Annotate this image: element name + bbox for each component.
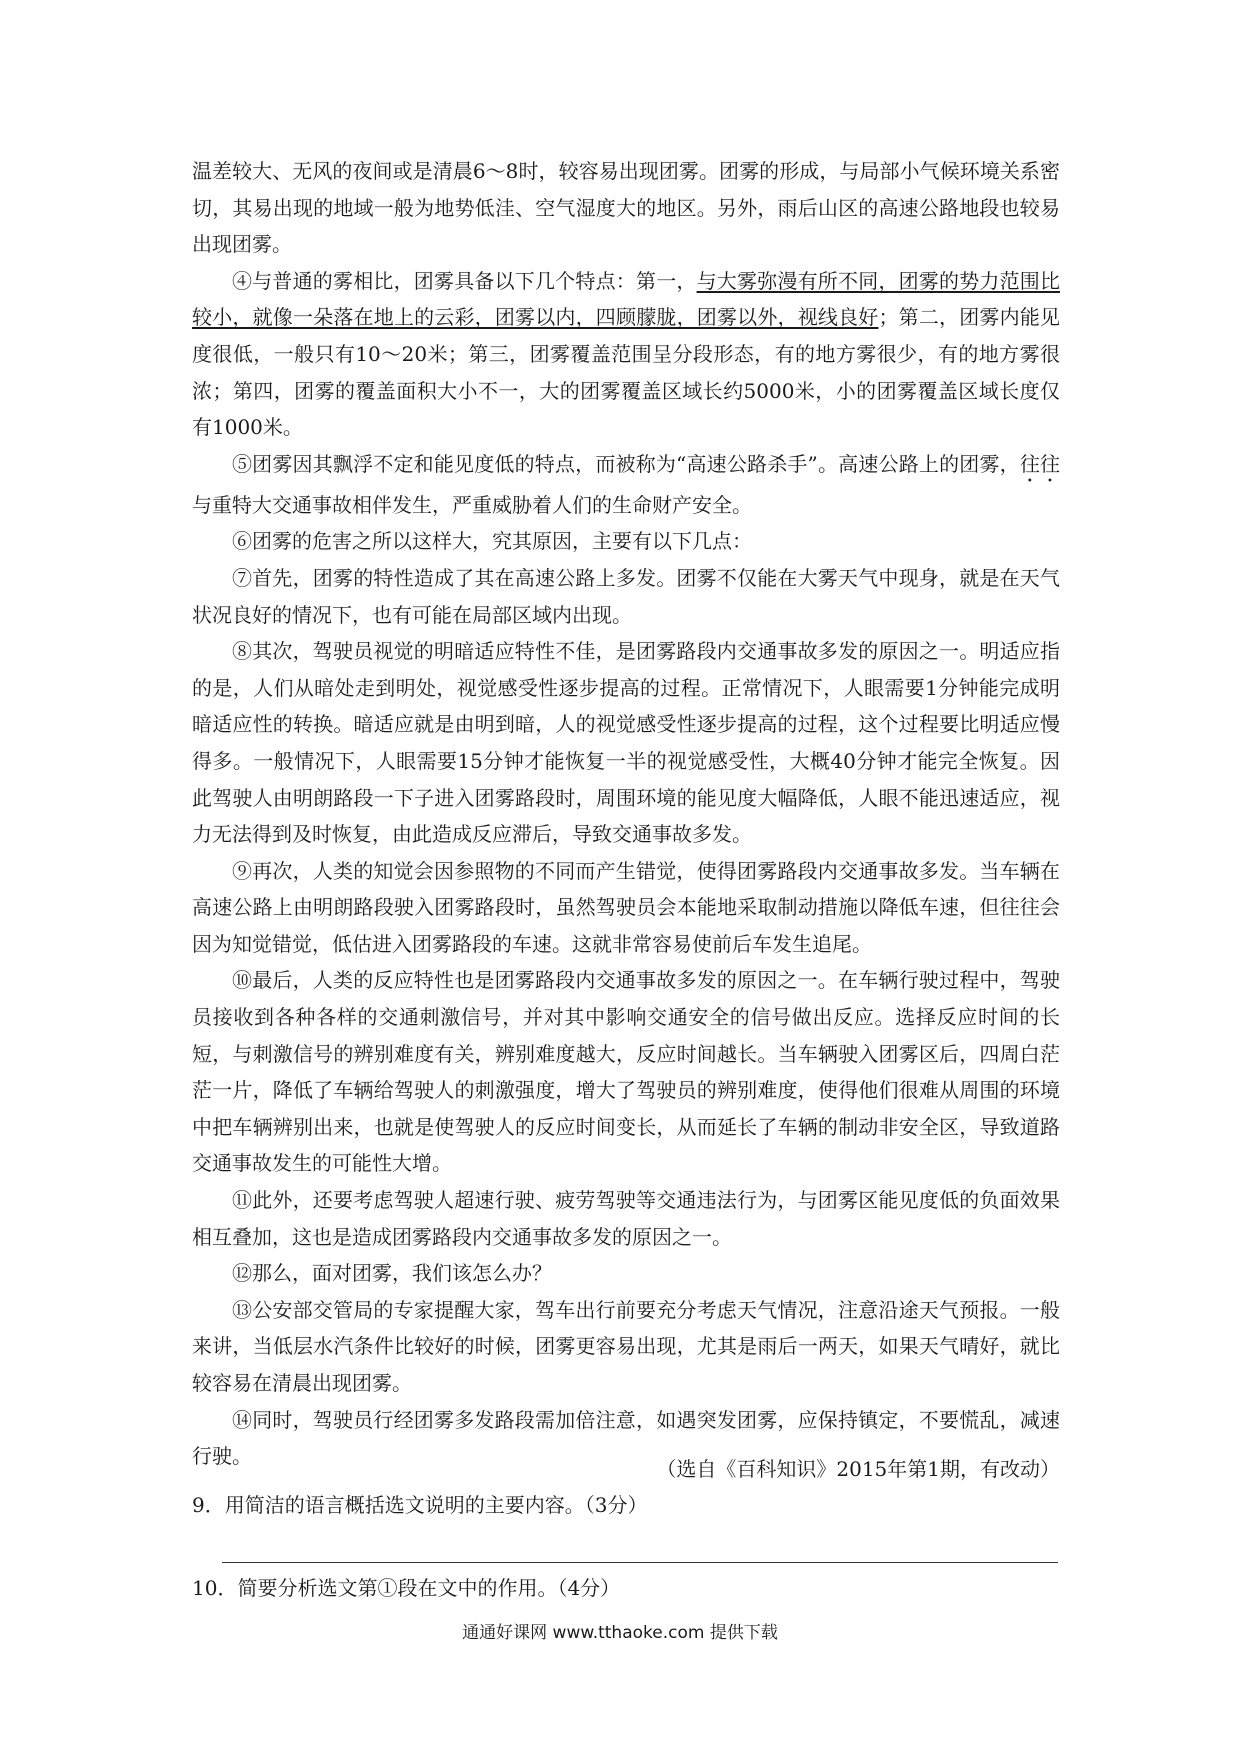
passage-paragraph-6: ⑥团雾的危害之所以这样大，究其原因，主要有以下几点： xyxy=(232,529,752,554)
source-citation: （选自《百科知识》2015年第1期，有改动） xyxy=(656,1457,1060,1481)
paragraph-4-rest: ；第二，团雾内能见度很低，一般只有10～20米；第三，团雾覆盖范围呈分段形态，有的地方雾很少，有的地方雾很浓；第四，团雾的覆盖面积大小不一，大的团雾覆盖区域长约5000米，小的团雾覆盖区域长度仅有1000米。 xyxy=(192,305,1061,440)
reading-passage xyxy=(192,153,1060,1475)
passage-paragraph-4 xyxy=(192,263,1060,446)
paragraph-4-lead: ④与普通的雾相比，团雾具备以下几个特点：第一， xyxy=(232,268,697,293)
passage-paragraph-14: ⑭同时，驾驶员行经团雾多发路段需加倍注意，如遇突发团雾，应保持镇定，不要慌乱，减速行驶。 xyxy=(192,1407,1060,1469)
paragraph-5-lead: ⑤团雾因其飘浮不定和能见度低的特点，而被称为“高速公路杀手”。高速公路上的团雾， xyxy=(232,451,1020,476)
passage-paragraph-7: ⑦首先，团雾的特性造成了其在高速公路上多发。团雾不仅能在大雾天气中现身，就是在天气状况良好的情况下，也有可能在局部区域内出现。 xyxy=(192,565,1060,627)
page-footer: 通通好课网 www.tthaoke.com 提供下载 xyxy=(462,1623,778,1643)
passage-paragraph-8: ⑧其次，驾驶员视觉的明暗适应特性不佳，是团雾路段内交通事故多发的原因之一。明适应指的是，人们从暗处走到明处，视觉感受性逐步提高的过程。正常情况下，人眼需要1分钟能完成明暗适应性的转换。暗适应就是由明到暗，人的视觉感受性逐步提高的过程，这个过程要比明适应慢得多。一般情况下，人眼需要15分钟才能恢复一半的视觉感受性，大概40分钟才能完全恢复。因此驾驶人由明朗路段一下子进入团雾路段时，周围环境的能见度大幅降低，人眼不能迅速适应，视力无法得到及时恢复，由此造成反应滞后，导致交通事故多发。 xyxy=(192,639,1060,847)
emphasized-word: 往往 xyxy=(1019,451,1060,476)
question-9: 9．用简洁的语言概括选文说明的主要内容。（3分） xyxy=(192,1493,648,1517)
passage-paragraph-intro: 温差较大、无风的夜间或是清晨6～8时，较容易出现团雾。团雾的形成，与局部小气候环境关系密切，其易出现的地域一般为地势低洼、空气湿度大的地区。另外，雨后山区的高速公路地段也较易出现团雾。 xyxy=(192,159,1060,257)
question-10: 10．简要分析选文第①段在文中的作用。（4分） xyxy=(192,1576,621,1600)
passage-paragraph-11: ⑪此外，还要考虑驾驶人超速行驶、疲劳驾驶等交通违法行为，与团雾区能见度低的负面效果相互叠加，这也是造成团雾路段内交通事故多发的原因之一。 xyxy=(192,1188,1060,1249)
passage-paragraph-9: ⑨再次，人类的知觉会因参照物的不同而产生错觉，使得团雾路段内交通事故多发。当车辆在高速公路上由明朗路段驶入团雾路段时，虽然驾驶员会本能地采取制动措施以降低车速，但往往会因为知觉错觉，低估进入团雾路段的车速。这就非常容易使前后车发生追尾。 xyxy=(192,858,1060,956)
passage-paragraph-12: ⑫那么，面对团雾，我们该怎么办？ xyxy=(232,1261,552,1286)
passage-paragraph-10: ⑩最后，人类的反应特性也是团雾路段内交通事故多发的原因之一。在车辆行驶过程中，驾驶员接收到各种各样的交通刺激信号，并对其中影响交通安全的信号做出反应。选择反应时间的长短，与刺激信号的辨别难度有关，辨别难度越大，反应时间越长。当车辆驶入团雾区后，四周白茫茫一片，降低了车辆给驾驶人的刺激强度，增大了驾驶员的辨别难度，使得他们很难从周围的环境中把车辆辨别出来，也就是使驾驶人的反应时间变长，从而延长了车辆的制动非安全区，导致道路交通事故发生的可能性大增。 xyxy=(192,968,1060,1176)
answer-line[interactable] xyxy=(222,1562,1058,1563)
underlined-sentence: 与大雾弥漫有所不同，团雾的势力范围比较小，就像一朵落在地上的云彩，团雾以内，四顾朦胧，团雾以外，视线良好 xyxy=(192,268,1061,330)
passage-paragraph-13: ⑬公安部交管局的专家提醒大家，驾车出行前要充分考虑天气情况，注意沿途天气预报。一般来讲，当低层水汽条件比较好的时候，团雾更容易出现，尤其是雨后一两天，如果天气晴好，就比较容易在清晨出现团雾。 xyxy=(192,1297,1060,1395)
paragraph-5-rest: 与重特大交通事故相伴发生，严重威胁着人们的生命财产安全。 xyxy=(192,492,752,517)
passage-paragraph-5 xyxy=(192,446,1060,524)
